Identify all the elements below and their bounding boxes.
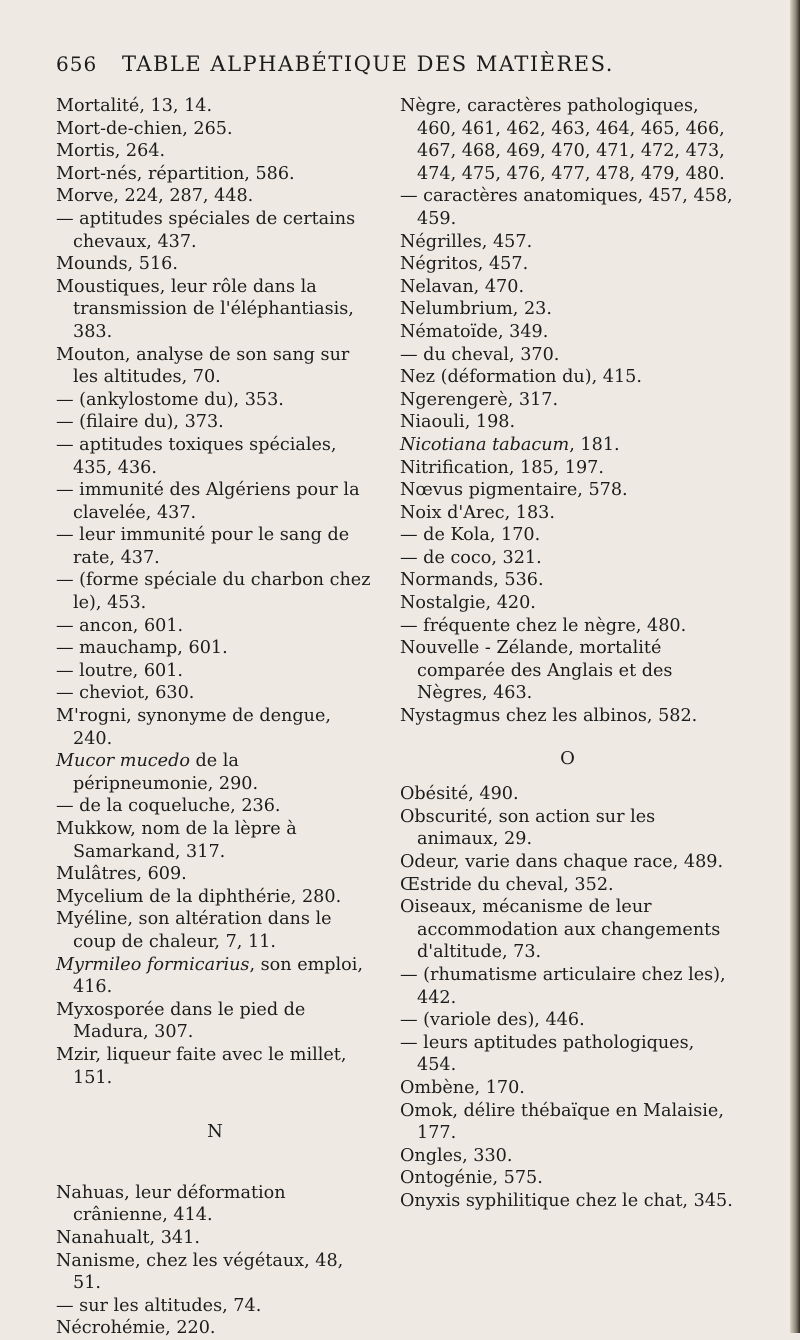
index-entry: Mycelium de la diphthérie, 280. [56,886,342,907]
entries-m [56,95,374,1089]
entries-o [400,783,735,1212]
index-entry: Œstride du cheval, 352. [400,874,614,895]
entry-rest: de la péripneumonie, 290. [73,751,259,794]
index-entry: Mort-nés, répartition, 586. [56,163,295,184]
index-entry: Nécrohémie, 220. [56,1318,216,1339]
index-entry: Nahuas, leur déformation crânienne, 414. [56,1182,286,1226]
entry-italic-term: Mucor mucedo [56,751,190,772]
index-entry: — (forme spéciale du charbon chez le), 453. [56,570,371,614]
index-entry: — aptitudes spéciales de certains chevaux, 437. [56,208,356,252]
page-number: 656 [56,52,98,76]
index-entry: — mauchamp, 601. [56,638,228,659]
index-entry: — loutre, 601. [56,660,183,681]
index-entry: — immunité des Algériens pour la clavelée, 437. [56,480,360,523]
index-entry: Obésité, 490. [400,784,519,805]
index-entry: Nouvelle - Zélande, mortalité comparée des Anglais et des Nègres, 463. [400,638,673,704]
index-entry: Myxosporée dans le pied de Madura, 307. [56,999,306,1043]
index-entry: — (variole des), 446. [400,1010,585,1031]
index-entry: Mounds, 516. [56,254,178,275]
index-entry: Mulâtres, 609. [56,864,187,885]
index-entry: Myéline, son altération dans le coup de chaleur, 7, 11. [56,909,332,952]
index-entry: Négritos, 457. [400,254,529,275]
index-entry: Mzir, liqueur faite avec le millet, 151. [56,1044,347,1088]
entry-italic-term: Myrmileo formicarius [56,954,250,975]
index-entry: Normands, 536. [400,570,544,591]
index-entry: Ombène, 170. [400,1077,525,1098]
index-entry: Ngerengerè, 317. [400,389,559,410]
index-entry: M'rogni, synonyme de dengue, 240. [56,706,331,749]
running-title: TABLE ALPHABÉTIQUE DES MATIÈRES. [122,52,614,76]
right-column [400,95,735,1213]
index-entry: Nègre, caractères pathologiques, 460, 461, 462, 463, 464, 465, 466, 467, 468, 469, 470, 471, 472, 473, 474, 475, 476, 477, 478, 479, 480. [400,96,725,184]
index-entry: Nystagmus chez les albinos, 582. [400,706,698,727]
index-entry: Nanisme, chez les végétaux, 48, 51. [56,1250,344,1294]
index-entry [400,434,735,457]
index-entry: Mort-de-chien, 265. [56,118,233,139]
index-entry: Nostalgie, 420. [400,593,536,614]
index-entry: Noix d'Arec, 183. [400,502,555,523]
index-entry: Moustiques, leur rôle dans la transmission de l'éléphantiasis, 383. [56,276,354,342]
index-entry: — (ankylostome du), 353. [56,389,284,410]
index-entry: Nœvus pigmentaire, 578. [400,480,628,501]
index-entry [56,750,374,795]
entries-n-left [56,1182,374,1340]
index-entry: Nez (déformation du), 415. [400,367,642,388]
index-entry: Ontogénie, 575. [400,1168,543,1189]
section-letter-o: O [560,747,575,769]
index-entry: — de la coqueluche, 236. [56,796,281,817]
index-entry: — (filaire du), 373. [56,412,224,433]
index-entry: — (rhumatisme articulaire chez les), 442. [400,964,726,1008]
index-entry: Ongles, 330. [400,1145,513,1166]
index-entry: — fréquente chez le nègre, 480. [400,615,687,636]
index-entry: — de coco, 321. [400,547,542,568]
section-letter-n: N [207,1121,223,1143]
index-entry: — de Kola, 170. [400,525,541,546]
index-entry: Nitrification, 185, 197. [400,457,604,478]
index-entry: Nelavan, 470. [400,276,525,297]
left-column [56,95,374,1340]
index-entry: Nanahualt, 341. [56,1227,200,1248]
page-edge-shadow [790,0,800,1333]
index-entry: Onyxis syphilitique chez le chat, 345. [400,1190,733,1211]
index-entry: — aptitudes toxiques spéciales, 435, 436. [56,434,337,478]
index-entry: Obscurité, son action sur les animaux, 29. [400,806,656,850]
index-entry: Odeur, varie dans chaque race, 489. [400,852,724,872]
index-entry: Nématoïde, 349. [400,321,549,342]
index-entry: Mouton, analyse de son sang sur les altitudes, 70. [56,344,350,388]
index-entry: — sur les altitudes, 74. [56,1295,262,1316]
index-entry: Morve, 224, 287, 448. [56,186,254,207]
index-entry: Mukkow, nom de la lèpre à Samarkand, 317. [56,819,297,862]
entries-n-right [400,95,735,728]
page-header [56,52,746,84]
index-entry [56,954,374,999]
entry-rest: , son emploi, 416. [73,954,363,998]
index-entry: Niaouli, 198. [400,412,516,433]
index-entry: — du cheval, 370. [400,344,560,365]
index-entry: Mortis, 264. [56,141,166,162]
index-entry: Mortalité, 13, 14. [56,96,213,116]
index-entry: — ancon, 601. [56,615,184,636]
index-entry: Nelumbrium, 23. [400,299,552,320]
index-entry: Oiseaux, mécanisme de leur accommodation aux changements d'altitude, 73. [400,897,721,963]
index-entry: — leurs aptitudes pathologiques, 454. [400,1032,695,1076]
index-entry: — caractères anatomiques, 457, 458, 459. [400,186,733,229]
index-entry: Omok, délire thébaïque en Malaisie, 177. [400,1100,724,1144]
index-entry: Négrilles, 457. [400,231,533,252]
index-entry: — leur immunité pour le sang de rate, 437. [56,525,350,568]
index-entry: — cheviot, 630. [56,683,195,704]
entry-italic-term: Nicotiana tabacum [400,434,570,455]
entry-rest: , 181. [569,434,620,455]
